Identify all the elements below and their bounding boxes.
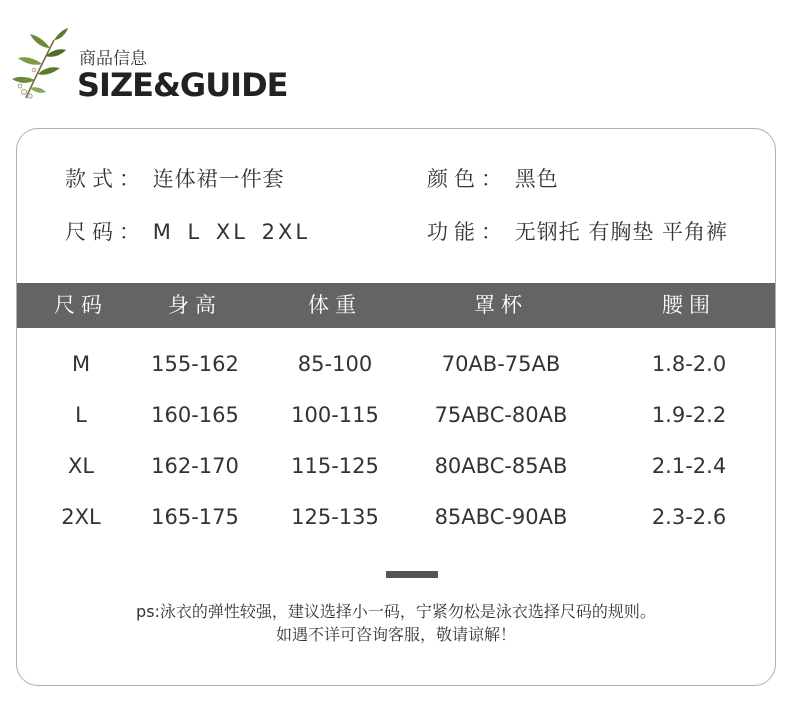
divider [386,571,438,578]
cell-waist: 2.3-2.6 [651,505,727,529]
cell-size: L [75,403,87,427]
cell-height: 160-165 [151,403,239,427]
header-weight: 体重 [308,293,362,317]
style-value: 连体裙一件套 [152,167,285,191]
function-value: 无钢托 有胸垫 平角裤 [514,220,729,244]
table-row [17,497,775,537]
style-info [65,163,285,193]
cell-cup: 85ABC-90AB [434,505,568,529]
size-guide-card [16,128,776,686]
table-row [17,395,775,435]
table-row [17,446,775,486]
style-label: 款式： [65,167,146,191]
cell-waist: 2.1-2.4 [651,454,727,478]
cell-waist: 1.8-2.0 [651,352,727,376]
header-subtitle: 商品信息 [79,49,147,69]
cell-weight: 115-125 [291,454,379,478]
cell-cup: 80ABC-85AB [434,454,568,478]
cell-size: 2XL [61,505,101,529]
cell-cup: 75ABC-80AB [434,403,568,427]
size-info [65,216,310,246]
header-height: 身高 [168,293,222,317]
size-value: M L XL 2XL [152,220,311,244]
header-size: 尺码 [54,293,108,317]
color-label: 颜色： [427,167,508,191]
cell-weight: 85-100 [297,352,373,376]
table-row [17,344,775,384]
cell-size: M [71,352,91,376]
cell-weight: 100-115 [291,403,379,427]
cell-weight: 125-135 [291,505,379,529]
cell-height: 155-162 [151,352,239,376]
header-waist: 腰围 [662,293,716,317]
leaf-branch-icon [8,26,72,102]
cell-height: 162-170 [151,454,239,478]
color-value: 黑色 [514,167,559,191]
cell-cup: 70AB-75AB [441,352,561,376]
cell-height: 165-175 [151,505,239,529]
table-header [17,283,775,328]
size-label: 尺码： [65,220,146,244]
note-line-1: ps:泳衣的弹性较强，建议选择小一码，宁紧勿松是泳衣选择尺码的规则。 [136,602,656,621]
color-info [427,163,559,193]
header [0,0,790,120]
header-title: SIZE&GUIDE [77,66,288,104]
note-line-2: 如遇不详可咨询客服，敬请谅解！ [275,625,516,644]
cell-size: XL [67,454,95,478]
function-label: 功能： [427,220,508,244]
function-info [427,216,728,246]
header-cup: 罩杯 [474,293,528,317]
cell-waist: 1.9-2.2 [651,403,727,427]
